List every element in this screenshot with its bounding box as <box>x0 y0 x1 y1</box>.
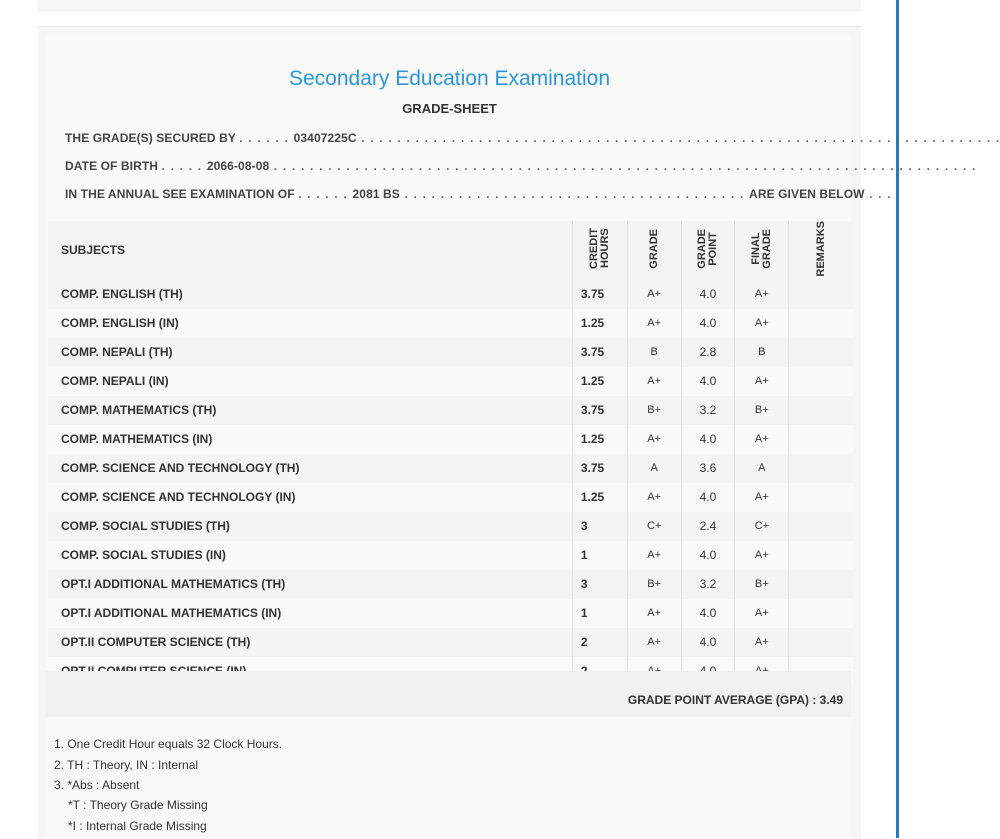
table-row <box>48 512 853 541</box>
subject-cell: COMP. ENGLISH (IN) <box>48 309 572 338</box>
final-grade-cell: A+ <box>735 599 789 628</box>
subject-cell: COMP. SCIENCE AND TECHNOLOGY (TH) <box>48 454 572 483</box>
table-row <box>48 599 853 628</box>
exam-year: 2081 BS <box>352 187 400 201</box>
subject-cell: COMP. SCIENCE AND TECHNOLOGY (IN) <box>48 483 572 512</box>
grade-cell: B <box>627 338 681 367</box>
credit-hours-cell: 1.25 <box>572 309 627 338</box>
grade-cell: A+ <box>627 280 681 309</box>
remarks-cell <box>789 454 853 483</box>
grade-cell: A+ <box>627 425 681 454</box>
subjects-header: SUBJECTS <box>61 243 126 258</box>
credit-hours-cell: 3.75 <box>572 454 627 483</box>
table-row <box>48 454 853 483</box>
exam-line: IN THE ANNUAL SEE EXAMINATION OF . . . . . . 2081 BS . . . . . . . . . . . . . . . . . . . . . . . . . . . . . . . . . . . . . . ARE GIVEN BELOW . . . <box>65 187 892 201</box>
note-item: 1. One Credit Hour equals 32 Clock Hours. <box>54 737 283 751</box>
secured-by-label: THE GRADE(S) SECURED BY <box>65 131 236 145</box>
grade-cell: A+ <box>627 309 681 338</box>
gpa-summary: GRADE POINT AVERAGE (GPA) : 3.49 <box>627 693 843 707</box>
subject-cell: OPT.II COMPUTER SCIENCE (TH) <box>48 628 572 657</box>
credit-hours-cell: 1 <box>572 599 627 628</box>
remarks-cell <box>789 541 853 570</box>
credit-hours-header: CREDIT HOURS <box>572 221 627 280</box>
credit-hours-cell: 1 <box>572 541 627 570</box>
final-grade-cell: A+ <box>735 483 789 512</box>
table-row <box>48 425 853 454</box>
dob-label: DATE OF BIRTH <box>65 159 159 173</box>
grade-cell: C+ <box>627 512 681 541</box>
remarks-cell <box>789 570 853 599</box>
right-accent-rule <box>896 0 899 838</box>
credit-hours-cell: 3.75 <box>572 338 627 367</box>
remarks-cell <box>789 628 853 657</box>
given-below-label: ARE GIVEN BELOW <box>749 187 865 201</box>
final-grade-cell: A+ <box>735 309 789 338</box>
credit-hours-cell: 1.25 <box>572 367 627 396</box>
symbol-number: 03407225C <box>293 131 357 145</box>
note-item: *I : Internal Grade Missing <box>68 819 207 833</box>
remarks-cell <box>789 483 853 512</box>
exam-label: IN THE ANNUAL SEE EXAMINATION OF <box>65 187 295 201</box>
final-grade-cell: A+ <box>735 541 789 570</box>
final-grade-cell: B+ <box>735 570 789 599</box>
grade-cell: B+ <box>627 570 681 599</box>
subject-cell: COMP. MATHEMATICS (IN) <box>48 425 572 454</box>
table-row <box>48 541 853 570</box>
credit-hours-cell: 3 <box>572 570 627 599</box>
table-row <box>48 628 853 657</box>
final-grade-cell: A+ <box>735 425 789 454</box>
remarks-cell <box>789 396 853 425</box>
top-panel-strip <box>37 0 861 11</box>
note-item: *T : Theory Grade Missing <box>68 798 208 812</box>
grade-sheet-heading: GRADE-SHEET <box>402 101 497 116</box>
remarks-cell <box>789 599 853 628</box>
credit-hours-cell: 1.25 <box>572 425 627 454</box>
grade-point-cell: 2.8 <box>681 338 735 367</box>
grade-point-cell: 4.0 <box>681 280 735 309</box>
grade-point-cell: 4.0 <box>681 483 735 512</box>
final-grade-cell: C+ <box>735 512 789 541</box>
final-grade-header: FINAL GRADE <box>735 221 789 280</box>
grade-point-cell: 3.2 <box>681 570 735 599</box>
grade-cell: A <box>627 454 681 483</box>
grades-table <box>48 221 853 686</box>
subject-cell: COMP. MATHEMATICS (TH) <box>48 396 572 425</box>
table-row <box>48 309 853 338</box>
grade-point-cell: 4.0 <box>681 599 735 628</box>
table-row <box>48 396 853 425</box>
grade-point-cell: 4.0 <box>681 309 735 338</box>
table-row <box>48 367 853 396</box>
credit-hours-cell: 1.25 <box>572 483 627 512</box>
remarks-header: REMARKS <box>789 221 853 280</box>
grade-point-cell: 4.0 <box>681 541 735 570</box>
final-grade-cell: B+ <box>735 396 789 425</box>
exam-title: Secondary Education Examination <box>288 67 611 90</box>
subject-cell: COMP. ENGLISH (TH) <box>48 280 572 309</box>
grade-header: GRADE <box>627 221 681 280</box>
grade-point-cell: 4.0 <box>681 367 735 396</box>
credit-hours-cell: 3.75 <box>572 396 627 425</box>
grade-cell: A+ <box>627 367 681 396</box>
grade-cell: A+ <box>627 599 681 628</box>
remarks-cell <box>789 280 853 309</box>
subject-cell: OPT.I ADDITIONAL MATHEMATICS (IN) <box>48 599 572 628</box>
grade-point-cell: 2.4 <box>681 512 735 541</box>
note-item: 3. *Abs : Absent <box>54 778 140 792</box>
table-row <box>48 570 853 599</box>
grade-cell: A+ <box>627 483 681 512</box>
table-row <box>48 280 853 309</box>
final-grade-cell: A+ <box>735 628 789 657</box>
grade-point-header: GRADE POINT <box>681 221 735 280</box>
table-header-row <box>48 221 853 280</box>
subject-cell: COMP. SOCIAL STUDIES (TH) <box>48 512 572 541</box>
remarks-cell <box>789 309 853 338</box>
final-grade-cell: A <box>735 454 789 483</box>
note-item: 2. TH : Theory, IN : Internal <box>54 758 199 772</box>
dob-line: DATE OF BIRTH . . . . . 2066-08-08 . . . . . . . . . . . . . . . . . . . . . . . . . . . . . . . . . . . . . . . . . . . . . . . . . . . . . . . . . . . . . . . . . . . . . . . . . . . . . . <box>65 159 977 173</box>
grade-sheet-panel <box>38 26 1000 839</box>
grade-cell: B+ <box>627 396 681 425</box>
subject-cell: COMP. NEPALI (TH) <box>48 338 572 367</box>
subject-cell: OPT.I ADDITIONAL MATHEMATICS (TH) <box>48 570 572 599</box>
secured-by-line: THE GRADE(S) SECURED BY . . . . . . 03407225C . . . . . . . . . . . . . . . . . . . . . . . . . . . . . . . . . . . . . . . . . . . . . . . . . . . . . . . . . . . . . . . . . . . . . . . <box>65 131 1000 145</box>
table-row <box>48 483 853 512</box>
grade-point-cell: 4.0 <box>681 425 735 454</box>
credit-hours-cell: 3.75 <box>572 280 627 309</box>
credit-hours-cell: 2 <box>572 628 627 657</box>
grade-point-cell: 4.0 <box>681 628 735 657</box>
final-grade-cell: A+ <box>735 280 789 309</box>
grades-table-body <box>48 280 853 686</box>
remarks-cell <box>789 338 853 367</box>
grade-cell: A+ <box>627 541 681 570</box>
notes-panel <box>46 727 851 839</box>
grade-cell: A+ <box>627 628 681 657</box>
subject-cell: COMP. SOCIAL STUDIES (IN) <box>48 541 572 570</box>
final-grade-cell: A+ <box>735 367 789 396</box>
grade-point-cell: 3.6 <box>681 454 735 483</box>
grade-point-cell: 3.2 <box>681 396 735 425</box>
remarks-cell <box>789 367 853 396</box>
subject-cell: COMP. NEPALI (IN) <box>48 367 572 396</box>
final-grade-cell: B <box>735 338 789 367</box>
date-of-birth: 2066-08-08 <box>206 159 270 173</box>
credit-hours-cell: 3 <box>572 512 627 541</box>
table-row <box>48 338 853 367</box>
remarks-cell <box>789 425 853 454</box>
remarks-cell <box>789 512 853 541</box>
gpa-bar <box>46 671 851 717</box>
